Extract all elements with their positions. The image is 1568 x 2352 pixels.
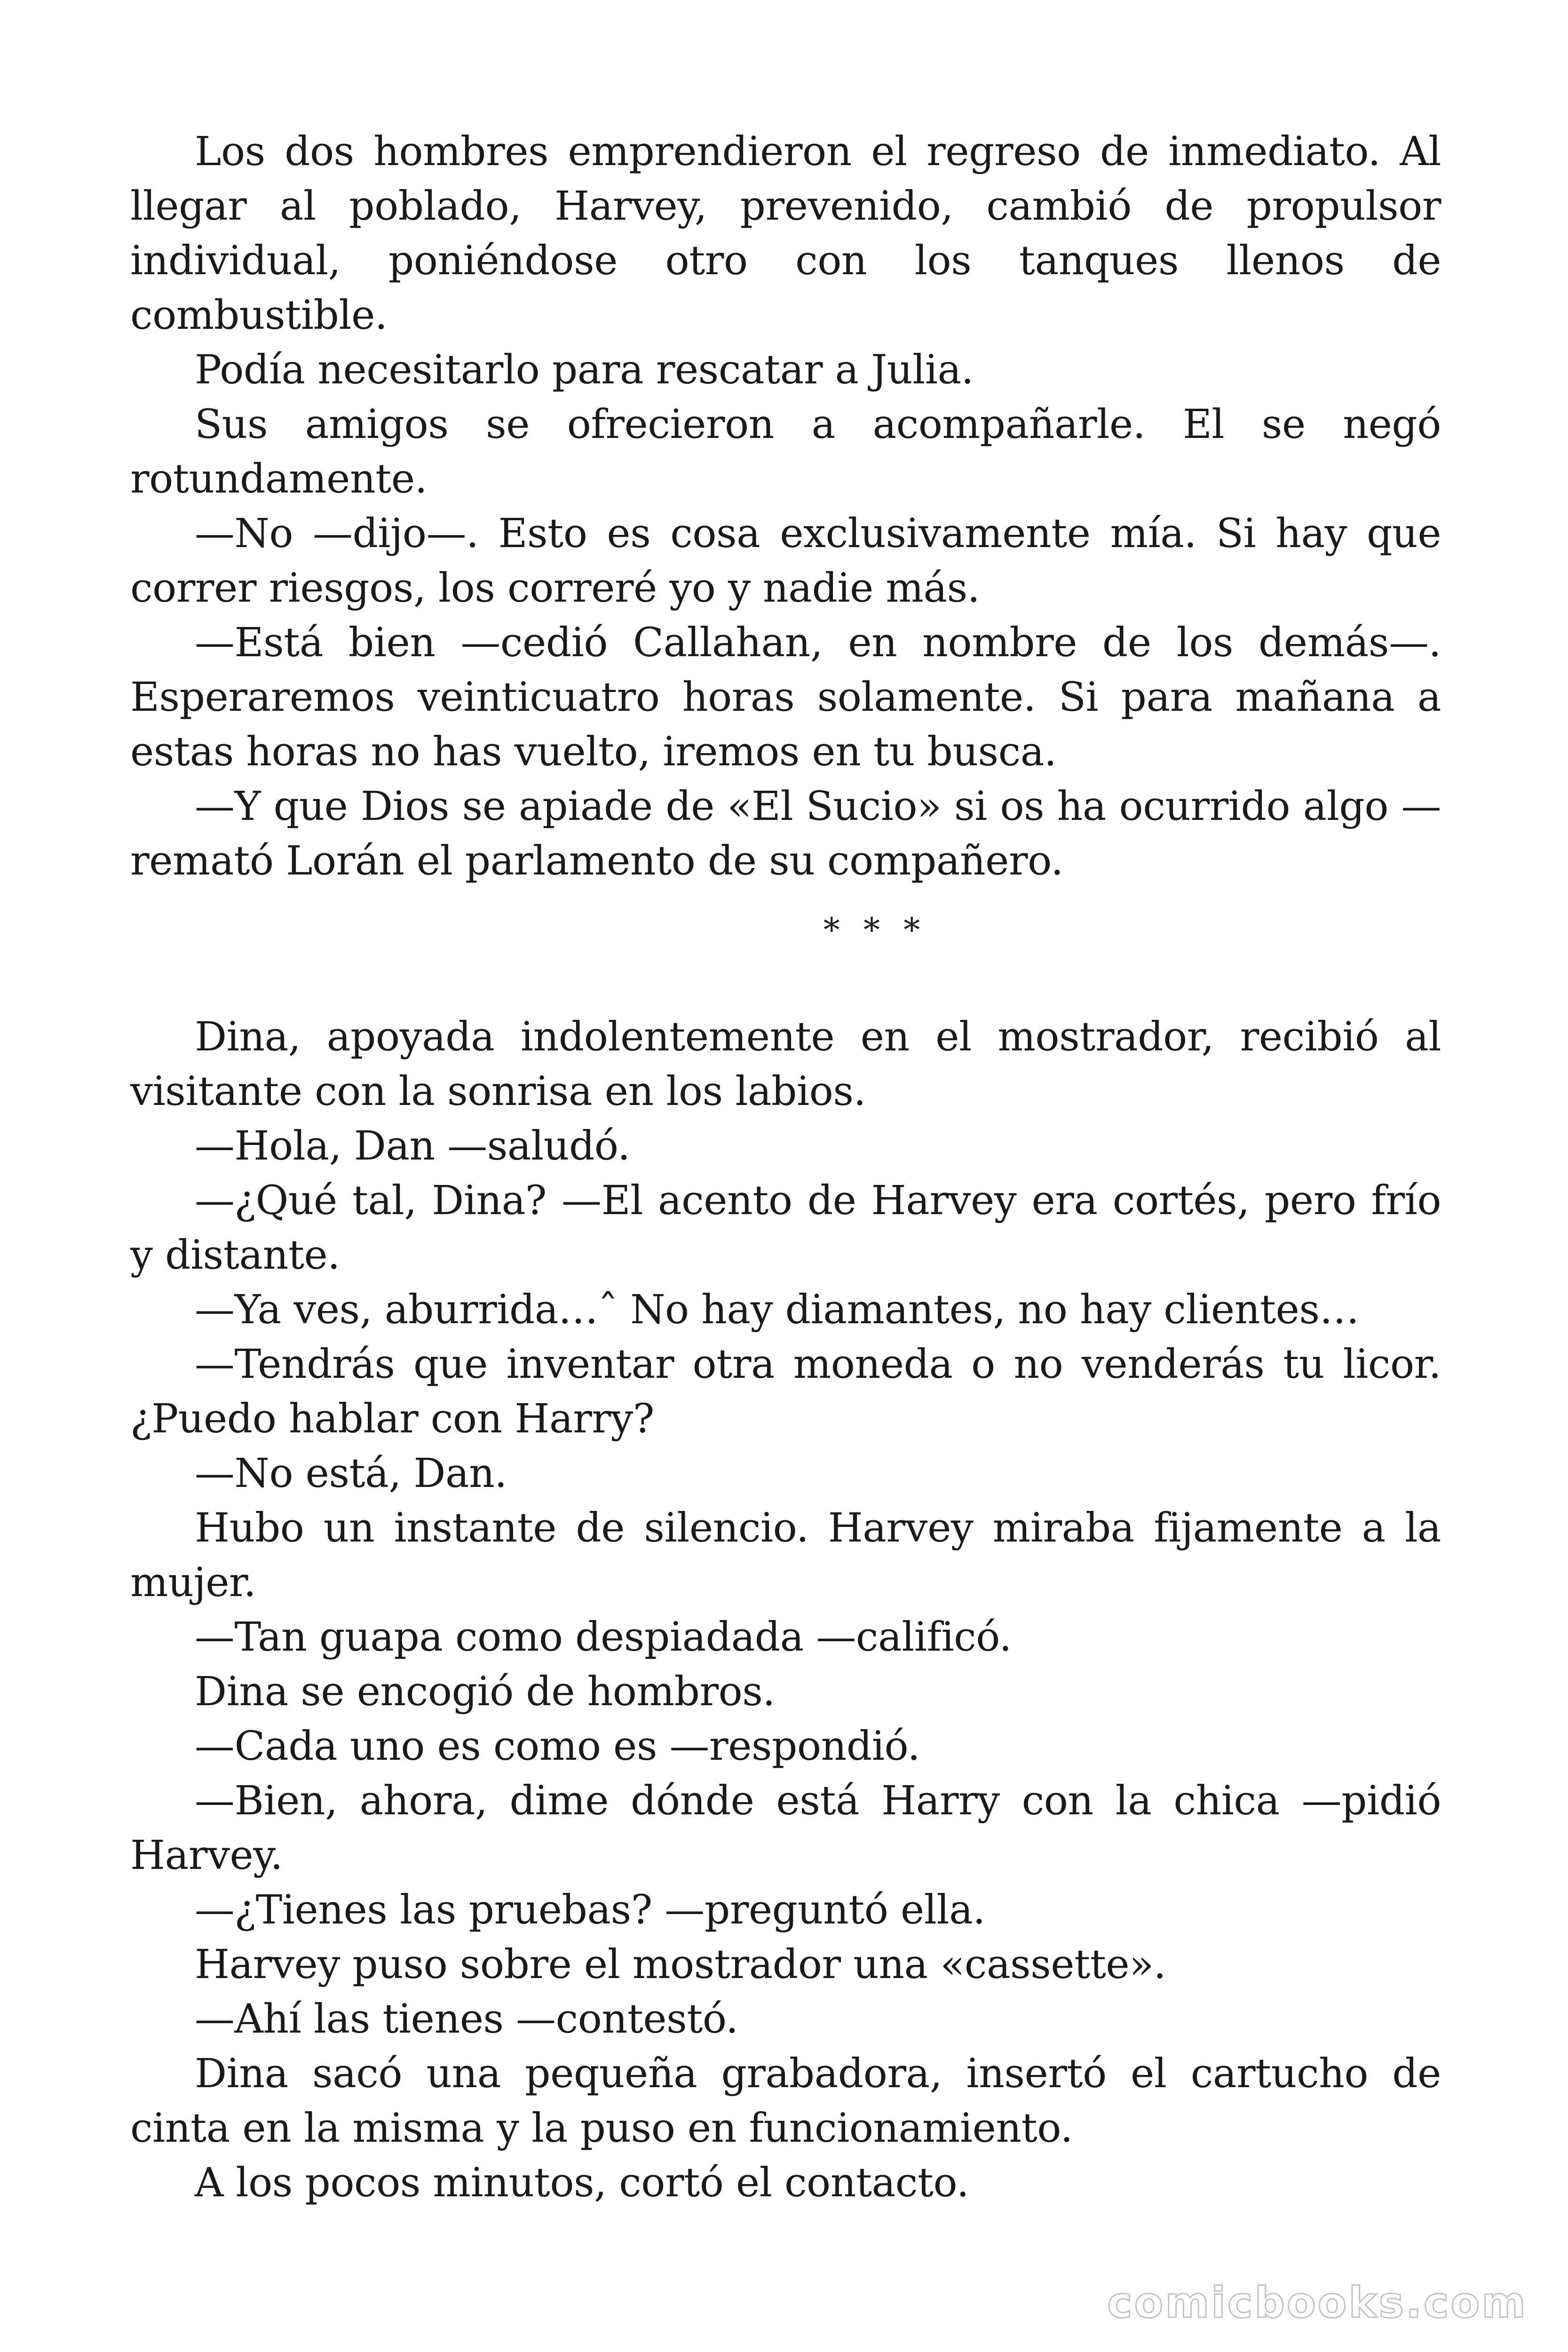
paragraph: —¿Tienes las pruebas? —preguntó ella. bbox=[195, 1887, 985, 1933]
paragraph: Hubo un instante de silencio. Harvey miraba fijamente a la mujer. bbox=[130, 1505, 1441, 1606]
document-page bbox=[130, 125, 1441, 2210]
paragraph: —Cada uno es como es —respondió. bbox=[195, 1723, 920, 1770]
paragraph: —No está, Dan. bbox=[195, 1450, 507, 1497]
paragraph: —Y que Dios se apiade de «El Sucio» si os ha ocurrido algo —rematό Lorán el parlamento de su compañero. bbox=[130, 783, 1441, 884]
paragraph: Harvey puso sobre el mostrador una «cassette». bbox=[195, 1941, 1166, 1988]
paragraph: Dina se encogió de hombros. bbox=[195, 1669, 775, 1715]
paragraph: —Tan guapa como despiadada —calificó. bbox=[195, 1614, 1012, 1661]
watermark-logo: comicbooks.com bbox=[1107, 2278, 1528, 2328]
paragraph: Podía necesitarlo para rescatar a Julia. bbox=[195, 347, 974, 393]
paragraph: —¿Qué tal, Dina? —El acento de Harvey era cortés, pero frío y distante. bbox=[130, 1177, 1441, 1279]
paragraph: Los dos hombres emprendieron el regreso de inmediato. Al llegar al poblado, Harvey, prevenido, cambió de propulsor individual, poniéndose otro con los tanques llenos de combustible. bbox=[130, 128, 1441, 339]
paragraph: —Está bien —cedió Callahan, en nombre de los demás—. Esperaremos veinticuatro horas solamente. Si para mañana a estas horas no has vuelto, iremos en tu busca. bbox=[130, 620, 1441, 775]
paragraph: —Bien, ahora, dime dónde está Harry con la chica —pidió Harvey. bbox=[130, 1778, 1441, 1879]
paragraph: —Hola, Dan —saludó. bbox=[195, 1123, 630, 1169]
paragraph: Dina sacó una pequeña grabadora, insertó el cartucho de cinta en la misma y la puso en funcionamiento. bbox=[130, 2050, 1441, 2152]
paragraph: A los pocos minutos, cortó el contacto. bbox=[195, 2160, 969, 2206]
paragraph: —Tendrás que inventar otra moneda o no venderás tu licor. ¿Puedo hablar con Harry? bbox=[130, 1341, 1441, 1442]
paragraph: —Ya ves, aburrida…ˆ No hay diamantes, no hay clientes… bbox=[195, 1287, 1360, 1333]
paragraph: Dina, apoyada indolentemente en el mostrador, recibió al visitante con la sonrisa en los labios. bbox=[130, 1014, 1441, 1115]
paragraph: Sus amigos se ofrecieron a acompañarle. El se negó rotundamente. bbox=[130, 401, 1441, 502]
paragraph: —Ahí las tienes —contestó. bbox=[195, 1996, 738, 2042]
paragraph: —No —dijo—. Esto es cosa exclusivamente mía. Si hay que correr riesgos, los correré yo y nadie más. bbox=[130, 510, 1441, 612]
section-separator: * * * bbox=[823, 911, 927, 949]
